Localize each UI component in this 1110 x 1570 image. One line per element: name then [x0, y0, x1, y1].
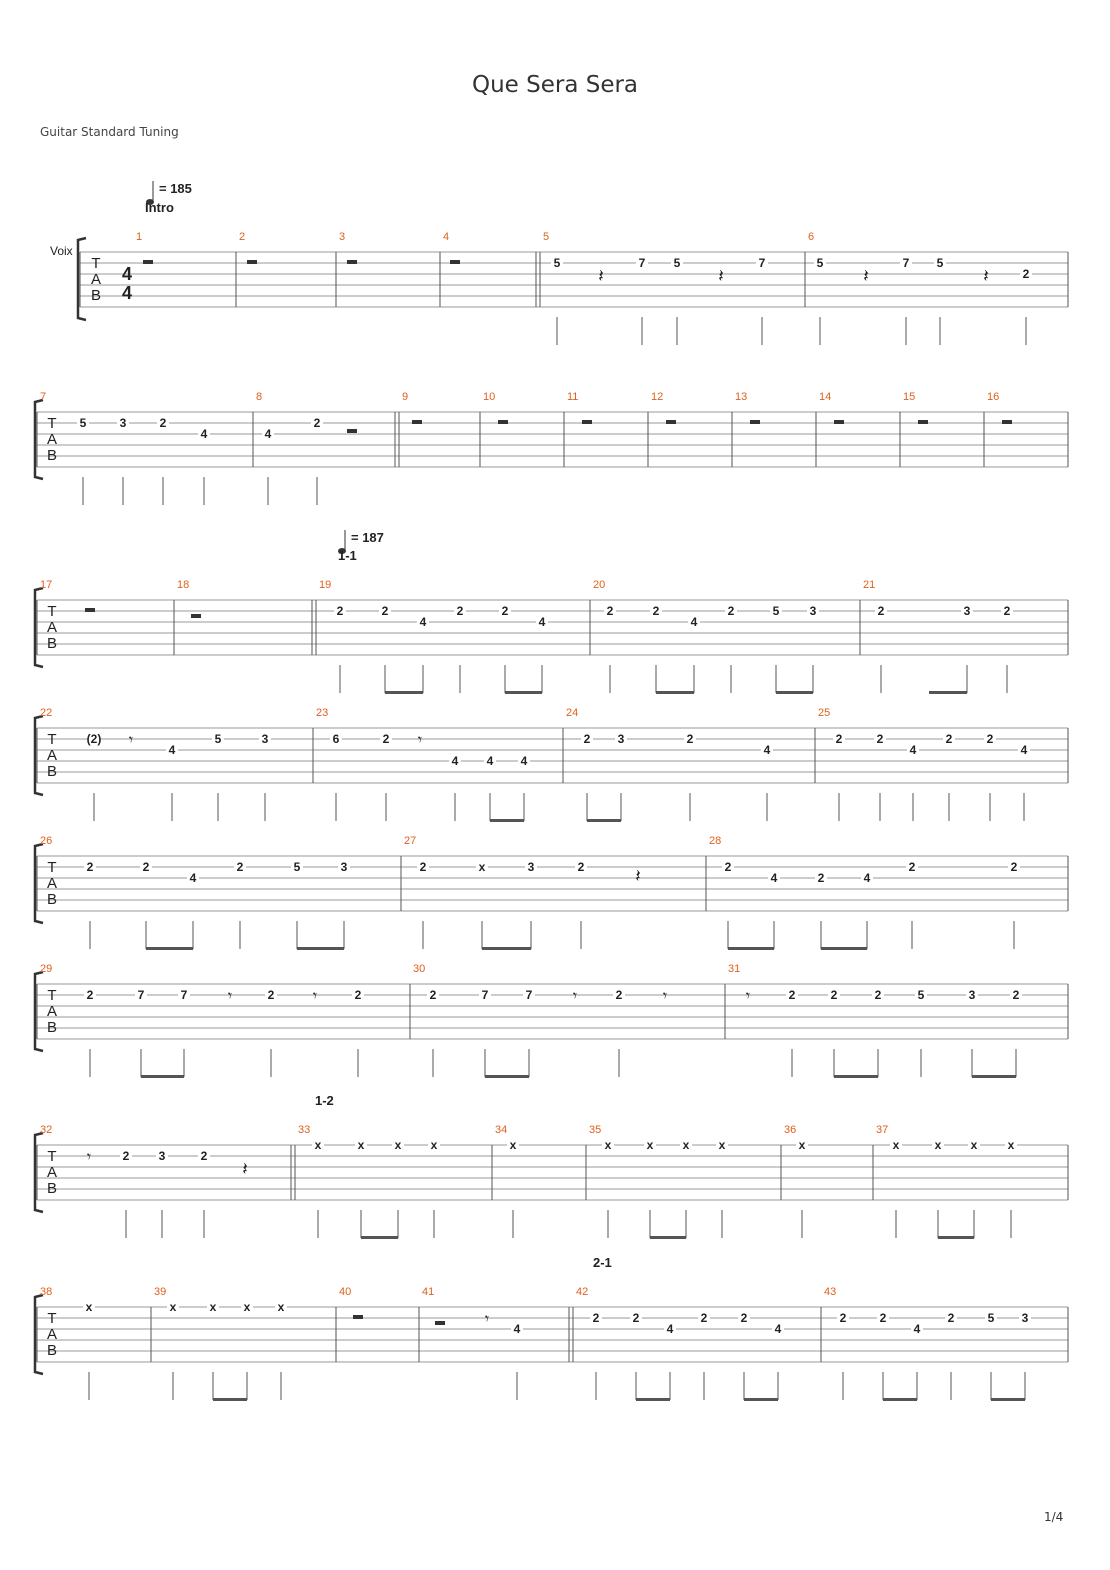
measure-number: 9: [402, 391, 409, 403]
fret-number: 2: [1012, 988, 1020, 1002]
measure-number: 24: [566, 707, 579, 719]
fret-number: 2: [830, 988, 838, 1002]
tempo-marking: = 185: [159, 181, 192, 196]
tab-clef-letter: T: [47, 859, 57, 876]
fret-number: 4: [690, 615, 698, 629]
eighth-rest: 𝄾: [312, 988, 318, 1005]
fret-number: 2: [1022, 267, 1030, 281]
measure-number: 11: [567, 391, 579, 403]
fret-number: 3: [261, 732, 269, 746]
tab-clef-letter: T: [91, 255, 101, 272]
quarter-rest: 𝄽: [863, 266, 869, 286]
dead-note: x: [169, 1300, 177, 1314]
fret-number: 2: [86, 860, 94, 874]
beam: [141, 1075, 184, 1078]
beam: [821, 947, 867, 950]
measure-number: 10: [483, 391, 496, 403]
fret-number: 2: [700, 1311, 708, 1325]
measure-number: 35: [589, 1124, 602, 1136]
beam: [776, 691, 813, 694]
beam: [485, 1075, 529, 1078]
measure-number: 18: [177, 579, 190, 591]
tab-clef-letter: A: [46, 1326, 58, 1343]
section-label: Intro: [145, 200, 174, 215]
whole-rest: [666, 420, 676, 424]
fret-number: 2: [615, 988, 623, 1002]
fret-number: 5: [987, 1311, 995, 1325]
measure-number: 17: [40, 579, 53, 591]
fret-number: 2: [592, 1311, 600, 1325]
fret-number: 2: [419, 860, 427, 874]
quarter-rest: 𝄽: [718, 266, 724, 286]
fret-number: 2: [142, 860, 150, 874]
dead-note: x: [892, 1138, 900, 1152]
dead-note: x: [209, 1300, 217, 1314]
page-number: 1/4: [1044, 1510, 1064, 1524]
fret-number: 3: [809, 604, 817, 618]
measure-number: 8: [256, 391, 263, 403]
eighth-rest: 𝄾: [128, 732, 134, 749]
fret-number: 7: [137, 988, 145, 1002]
tab-clef-letter: A: [90, 271, 102, 288]
fret-number: 2: [381, 604, 389, 618]
whole-rest: [498, 420, 508, 424]
dead-note: x: [970, 1138, 978, 1152]
whole-rest: [412, 420, 422, 424]
eighth-rest: 𝄾: [86, 1149, 92, 1166]
whole-rest: [435, 1321, 445, 1325]
system-bracket: [78, 238, 86, 320]
eighth-rest: 𝄾: [572, 988, 578, 1005]
quarter-rest: 𝄽: [635, 866, 641, 886]
fret-number: 2: [606, 604, 614, 618]
tab-clef-letter: T: [47, 1310, 57, 1327]
beam: [744, 1398, 778, 1401]
fret-number: 3: [119, 416, 127, 430]
tab-clef-letter: A: [46, 619, 58, 636]
measure-number: 37: [876, 1124, 889, 1136]
tab-clef-letter: T: [47, 603, 57, 620]
measure-number: 12: [651, 391, 664, 403]
measure-number: 14: [819, 391, 832, 403]
fret-number: 2: [632, 1311, 640, 1325]
tab-clef-letter: B: [46, 447, 58, 464]
fret-number: 2: [354, 988, 362, 1002]
tab-clef-letter: T: [47, 415, 57, 432]
fret-number: 2: [835, 732, 843, 746]
measure-number: 33: [298, 1124, 311, 1136]
fret-number: 3: [1021, 1311, 1029, 1325]
whole-rest: [918, 420, 928, 424]
measure-number: 3: [339, 231, 346, 243]
fret-number: 5: [816, 256, 824, 270]
fret-number: 4: [913, 1322, 921, 1336]
fret-number: 3: [340, 860, 348, 874]
fret-number: 2: [1003, 604, 1011, 618]
beam: [883, 1398, 917, 1401]
fret-number: 2: [313, 416, 321, 430]
beam: [972, 1075, 1016, 1078]
measure-number: 30: [413, 963, 426, 975]
quarter-rest: 𝄽: [983, 266, 989, 286]
measure-number: 15: [903, 391, 916, 403]
tab-clef-letter: B: [46, 1342, 58, 1359]
quarter-rest: 𝄽: [598, 266, 604, 286]
beam: [505, 691, 542, 694]
tab-clef-letter: B: [46, 891, 58, 908]
tab-clef-letter: B: [46, 1180, 58, 1197]
whole-rest: [450, 260, 460, 264]
measure-number: 29: [40, 963, 53, 975]
time-signature-top: 4: [121, 264, 133, 284]
fret-number: 2: [947, 1311, 955, 1325]
fret-number: 4: [419, 615, 427, 629]
fret-number: 7: [758, 256, 766, 270]
fret-number: 4: [763, 743, 771, 757]
fret-number: 5: [673, 256, 681, 270]
dead-note: x: [277, 1300, 285, 1314]
beam: [650, 1236, 686, 1239]
whole-rest: [143, 260, 153, 264]
fret-number: 2: [986, 732, 994, 746]
eighth-rest: 𝄾: [662, 988, 668, 1005]
fret-number: 5: [214, 732, 222, 746]
fret-number: 5: [79, 416, 87, 430]
section-label: 1-2: [315, 1093, 334, 1108]
whole-rest: [247, 260, 257, 264]
fret-number: 2: [788, 988, 796, 1002]
beam: [938, 1236, 974, 1239]
tab-clef-letter: B: [46, 635, 58, 652]
fret-number: 4: [909, 743, 917, 757]
beam: [490, 819, 524, 822]
eighth-rest: 𝄾: [484, 1311, 490, 1328]
fret-number: 2: [583, 732, 591, 746]
measure-number: 36: [784, 1124, 797, 1136]
fret-number: 7: [525, 988, 533, 1002]
fret-number: 7: [902, 256, 910, 270]
fret-number: 4: [264, 427, 272, 441]
fret-number: 2: [652, 604, 660, 618]
measure-number: 23: [316, 707, 329, 719]
measure-number: 16: [987, 391, 1000, 403]
fret-number: 2: [577, 860, 585, 874]
beam: [929, 691, 967, 694]
fret-number: 2: [122, 1149, 130, 1163]
beam: [146, 947, 193, 950]
beam: [587, 819, 621, 822]
dead-note: x: [314, 1138, 322, 1152]
measure-number: 28: [709, 835, 722, 847]
whole-rest: [1002, 420, 1012, 424]
measure-number: 26: [40, 835, 53, 847]
fret-number: 2: [874, 988, 882, 1002]
measure-number: 25: [818, 707, 831, 719]
measure-number: 5: [543, 231, 550, 243]
tab-clef-letter: B: [46, 1019, 58, 1036]
fret-number: 2: [908, 860, 916, 874]
fret-number: 7: [180, 988, 188, 1002]
tab-clef-letter: A: [46, 747, 58, 764]
fret-number: 5: [772, 604, 780, 618]
measure-number: 6: [808, 231, 815, 243]
measure-number: 1: [136, 231, 143, 243]
section-label: 1-1: [338, 548, 357, 563]
measure-number: 34: [495, 1124, 508, 1136]
fret-number: 4: [200, 427, 208, 441]
beam: [991, 1398, 1025, 1401]
measure-number: 19: [319, 579, 332, 591]
tempo-marking: = 187: [351, 530, 384, 545]
instrument-name: Voix: [50, 244, 73, 258]
beam: [297, 947, 344, 950]
beam: [213, 1398, 247, 1401]
fret-number: 2: [1010, 860, 1018, 874]
whole-rest: [582, 420, 592, 424]
measure-number: 41: [422, 1286, 435, 1298]
quarter-rest: 𝄽: [242, 1159, 248, 1179]
dead-note: x: [243, 1300, 251, 1314]
whole-rest: [353, 1315, 363, 1319]
dead-note: x: [478, 860, 486, 874]
tuning-label: Guitar Standard Tuning: [40, 125, 179, 139]
beam: [656, 691, 694, 694]
fret-number: 2: [817, 871, 825, 885]
measure-number: 32: [40, 1124, 53, 1136]
whole-rest: [834, 420, 844, 424]
measure-number: 13: [735, 391, 748, 403]
tab-clef-letter: A: [46, 875, 58, 892]
fret-number: 2: [159, 416, 167, 430]
fret-number: 2: [336, 604, 344, 618]
beam: [728, 947, 774, 950]
dead-note: x: [509, 1138, 517, 1152]
dead-note: x: [1007, 1138, 1015, 1152]
measure-number: 43: [824, 1286, 837, 1298]
beam: [385, 691, 423, 694]
fret-number: 3: [968, 988, 976, 1002]
tab-clef-letter: A: [46, 1164, 58, 1181]
measure-number: 31: [728, 963, 741, 975]
fret-number: 2: [727, 604, 735, 618]
measure-number: 4: [443, 231, 450, 243]
fret-number: 3: [963, 604, 971, 618]
fret-number: 4: [770, 871, 778, 885]
measure-number: 38: [40, 1286, 53, 1298]
dead-note: x: [682, 1138, 690, 1152]
fret-number: 7: [638, 256, 646, 270]
fret-number: 4: [513, 1322, 521, 1336]
dead-note: x: [646, 1138, 654, 1152]
fret-number: 4: [189, 871, 197, 885]
fret-number: 2: [686, 732, 694, 746]
eighth-rest: 𝄾: [745, 988, 751, 1005]
fret-number: 4: [168, 743, 176, 757]
fret-number: 2: [501, 604, 509, 618]
whole-rest: [750, 420, 760, 424]
measure-number: 27: [404, 835, 417, 847]
fret-number: 6: [332, 732, 340, 746]
dead-note: x: [934, 1138, 942, 1152]
tab-clef-letter: A: [46, 1003, 58, 1020]
measure-number: 2: [239, 231, 246, 243]
fret-number: 4: [863, 871, 871, 885]
fret-number: 2: [876, 732, 884, 746]
tab-clef-letter: B: [46, 763, 58, 780]
tab-clef-letter: T: [47, 987, 57, 1004]
fret-number: 4: [538, 615, 546, 629]
dead-note: x: [798, 1138, 806, 1152]
fret-number: 4: [486, 754, 494, 768]
fret-number: 2: [740, 1311, 748, 1325]
fret-number: 5: [293, 860, 301, 874]
measure-number: 7: [40, 391, 47, 403]
time-signature-bottom: 4: [121, 283, 133, 303]
fret-number: 5: [936, 256, 944, 270]
dead-note: x: [394, 1138, 402, 1152]
fret-number: 3: [617, 732, 625, 746]
tab-clef-letter: A: [46, 431, 58, 448]
fret-number: 3: [158, 1149, 166, 1163]
measure-number: 21: [863, 579, 876, 591]
fret-number: 2: [200, 1149, 208, 1163]
fret-number: 2: [236, 860, 244, 874]
whole-rest: [347, 260, 357, 264]
fret-number: 4: [520, 754, 528, 768]
fret-number: 4: [774, 1322, 782, 1336]
fret-number: 2: [879, 1311, 887, 1325]
fret-number: 5: [553, 256, 561, 270]
beam: [636, 1398, 670, 1401]
fret-number: 2: [877, 604, 885, 618]
beam: [361, 1236, 398, 1239]
fret-number: 4: [451, 754, 459, 768]
measure-number: 39: [154, 1286, 167, 1298]
page-title: Que Sera Sera: [471, 72, 639, 98]
fret-number: 2: [839, 1311, 847, 1325]
fret-number: 2: [267, 988, 275, 1002]
fret-number: 2: [724, 860, 732, 874]
dead-note: x: [604, 1138, 612, 1152]
fret-number: 4: [666, 1322, 674, 1336]
measure-number: 20: [593, 579, 606, 591]
whole-rest: [191, 614, 201, 618]
fret-number: 5: [917, 988, 925, 1002]
dead-note: x: [430, 1138, 438, 1152]
measure-number: 42: [576, 1286, 589, 1298]
fret-number: 7: [481, 988, 489, 1002]
dead-note: x: [718, 1138, 726, 1152]
section-label: 2-1: [593, 1255, 612, 1270]
measure-number: 40: [339, 1286, 352, 1298]
fret-number: 2: [945, 732, 953, 746]
tab-clef-letter: B: [90, 287, 102, 304]
fret-number: 2: [86, 988, 94, 1002]
fret-number: 3: [527, 860, 535, 874]
fret-number: 2: [456, 604, 464, 618]
tab-clef-letter: T: [47, 731, 57, 748]
dead-note: x: [85, 1300, 93, 1314]
whole-rest: [85, 608, 95, 612]
fret-number: 2: [382, 732, 390, 746]
measure-number: 22: [40, 707, 53, 719]
fret-number: (2): [86, 732, 102, 746]
beam: [482, 947, 531, 950]
whole-rest: [347, 429, 357, 433]
eighth-rest: 𝄾: [417, 732, 423, 749]
beam: [834, 1075, 878, 1078]
fret-number: 4: [1020, 743, 1028, 757]
fret-number: 2: [429, 988, 437, 1002]
dead-note: x: [357, 1138, 365, 1152]
tab-clef-letter: T: [47, 1148, 57, 1165]
eighth-rest: 𝄾: [227, 988, 233, 1005]
